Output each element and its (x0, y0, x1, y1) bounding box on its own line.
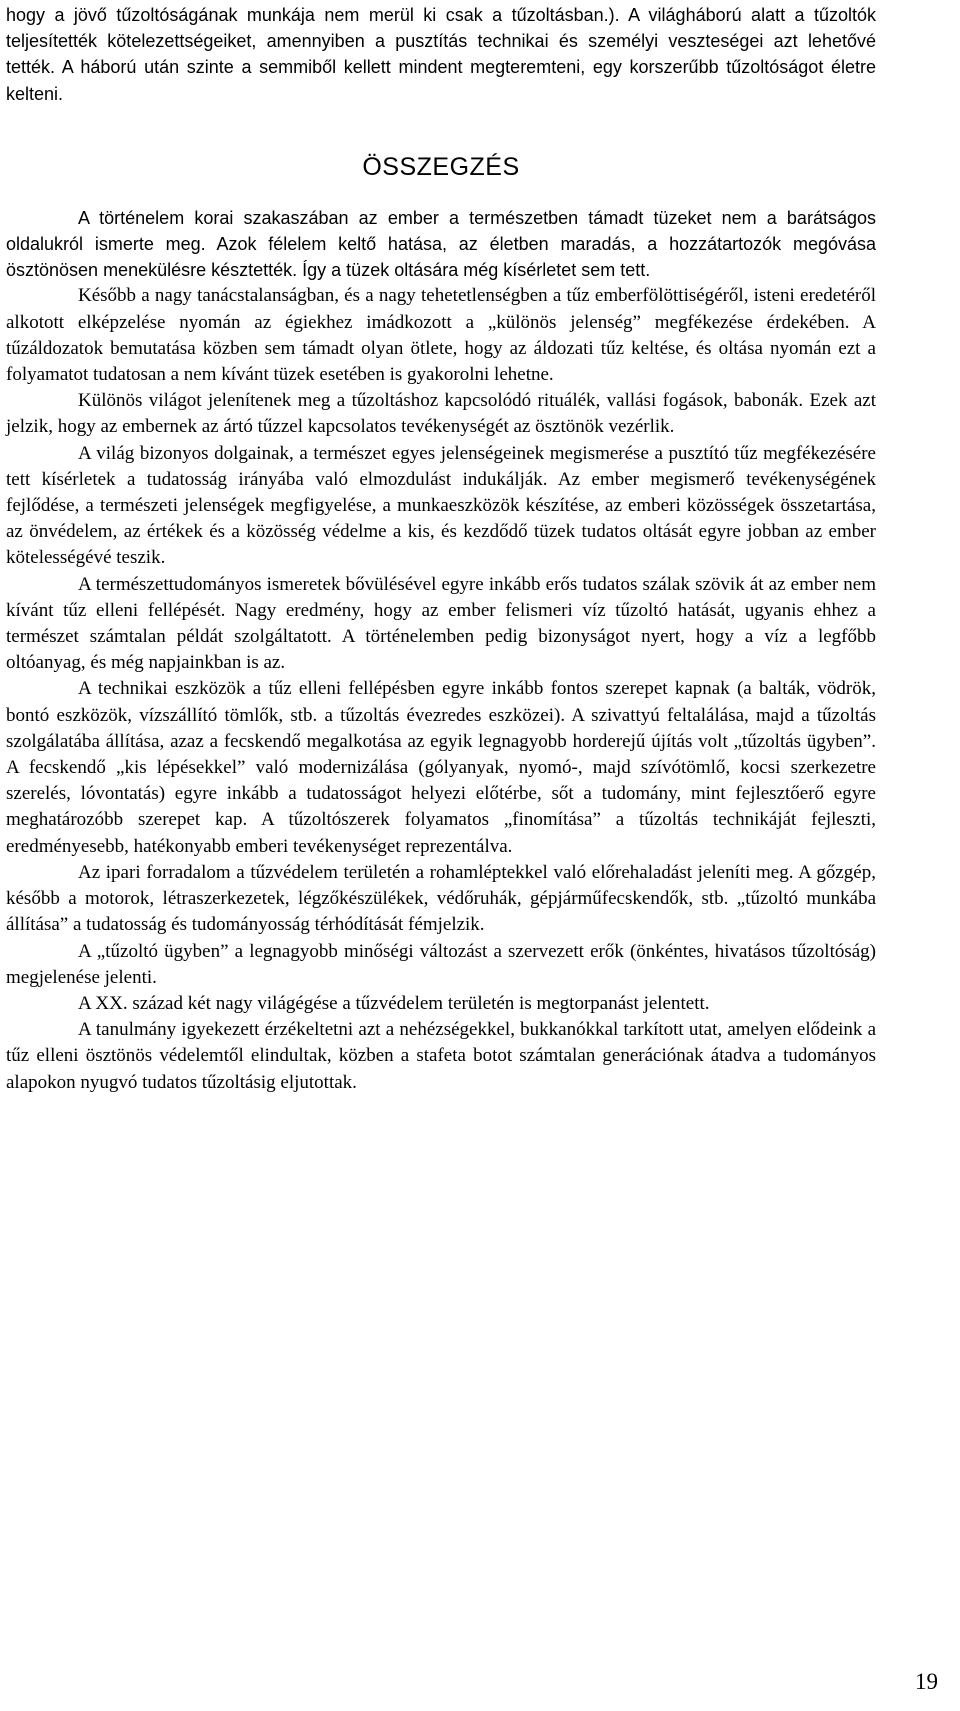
summary-paragraph-4: A világ bizonyos dolgainak, a természet egyes jelenségeinek megismerése a pusztító tűz megfékezésére tett kísérletek a tudatosság irányába való elmozdulást indukálják. Az ember megismerő tevékenységének fejlődése, a természeti jelenségek megfigyelése, a munkaeszközök készítése, az emberi közösségek összetartása, az önvédelem, az értékek és a közösség védelme a kis, és kezdődő tüzek tudatos oltását egyre jobban az ember kötelességévé teszik. (6, 442, 876, 569)
summary-paragraph-5: A természettudományos ismeretek bővülésével egyre inkább erős tudatos szálak szövik át az ember nem kívánt tűz elleni fellépését. Nagy eredmény, hogy az ember felismeri víz tűzoltó hatását, ugyanis ehhez a természet számtalan példát szolgáltatott. A történelemben pedig bizonyságot nyert, hogy a víz a legfőbb oltóanyag, és még napjainkban is az. (6, 573, 876, 674)
summary-paragraph-2: Később a nagy tanácstalanságban, és a nagy tehetetlenségben a tűz emberfölöttiségéről, isteni eredetéről alkotott elképzelése nyomán az égiekhez imádkozott a „különös jelenség” megfékezése érdekében. A tűzáldozatok bemutatása közben sem támadt olyan ötlete, hogy az áldozati tűz keltése, és oltása nyomán ezt a folyamatot tudatosan a nem kívánt tüzek esetében is gyakorolni lehetne. (6, 285, 876, 386)
section-heading: ÖSSZEGZÉS (362, 152, 520, 181)
summary-paragraph-6: A technikai eszközök a tűz elleni fellépésben egyre inkább fontos szerepet kapnak (a balták, vödrök, bontó eszközök, vízszállító tömlők, stb. a tűzoltás évezredes eszközei). A szivattyú feltalálása, majd a tűzoltás szolgálatába állítása, azaz a fecskendő megalkotása az egyik legnagyobb horderejű újítás volt „tűzoltás ügyben”. A fecskendő „kis lépésekkel” való modernizálása (gólyanyak, nyomó-, majd szívótömlő, kocsi szerkezetre szerelés, lóvontatás) egyre inkább a tudatosságot helyezi előtérbe, sőt a tudomány, mint fejlesztőerő egyre meghatározóbb szerepet kap. A tűzoltószerek folyamatos „finomítása” a tűzoltás technikáját fejleszti, eredményesebb, hatékonyabb emberi tevékenységet reprezentálva. (6, 678, 876, 857)
document-page (6, 2, 876, 1096)
spacer (6, 182, 876, 205)
page-number: 19 (915, 1669, 938, 1694)
summary-paragraph-1: A történelem korai szakaszában az ember a természetben támadt tüzeket nem a barátságos oldalukról ismerte meg. Azok félelem keltő hatása, az életben maradás, a hozzátartozók megóvása ösztönösen menekülésre késztették. Így a tüzek oltására még kísérletet sem tett. (6, 207, 876, 281)
summary-paragraph-7: Az ipari forradalom a tűzvédelem területén a rohamléptekkel való előrehaladást jeleníti meg. A gőzgép, később a motorok, létraszerkezetek, légzőkészülékek, védőruhák, gépjárműfecskendők, stb. „tűzoltó munkába állítása” a tudatosság és tudományosság térhódítását fémjelzik. (6, 861, 876, 936)
summary-paragraph-9: A XX. század két nagy világégése a tűzvédelem területén is megtorpanást jelentett. (78, 992, 710, 1014)
spacer (6, 107, 876, 152)
summary-paragraph-8: A „tűzoltó ügyben” a legnagyobb minőségi változást a szervezett erők (önkéntes, hivatásos tűzoltóság) megjelenése jelenti. (6, 940, 876, 988)
summary-paragraph-3: Különös világot jelenítenek meg a tűzoltáshoz kapcsolódó rituálék, vallási fogások, babonák. Ezek azt jelzik, hogy az embernek az ártó tűzzel kapcsolatos tevékenységét az ösztönök vezérlik. (6, 390, 876, 438)
summary-paragraph-10: A tanulmány igyekezett érzékeltetni azt a nehézségekkel, bukkanókkal tarkított utat, amelyen elődeink a tűz elleni ösztönös védelemtől elindultak, közben a stafeta botot számtalan generációnak átadva a tudományos alapokon nyugvó tudatos tűzoltásig eljutottak. (6, 1019, 876, 1093)
intro-paragraph: hogy a jövő tűzoltóságának munkája nem merül ki csak a tűzoltásban.). A világháború alatt a tűzoltók teljesítették kötelezettségeiket, amennyiben a pusztítás technikai és személyi veszteségei azt lehetővé tették. A háború után szinte a semmiből kellett mindent megteremteni, egy korszerűbb tűzoltóságot életre kelteni. (6, 5, 876, 104)
